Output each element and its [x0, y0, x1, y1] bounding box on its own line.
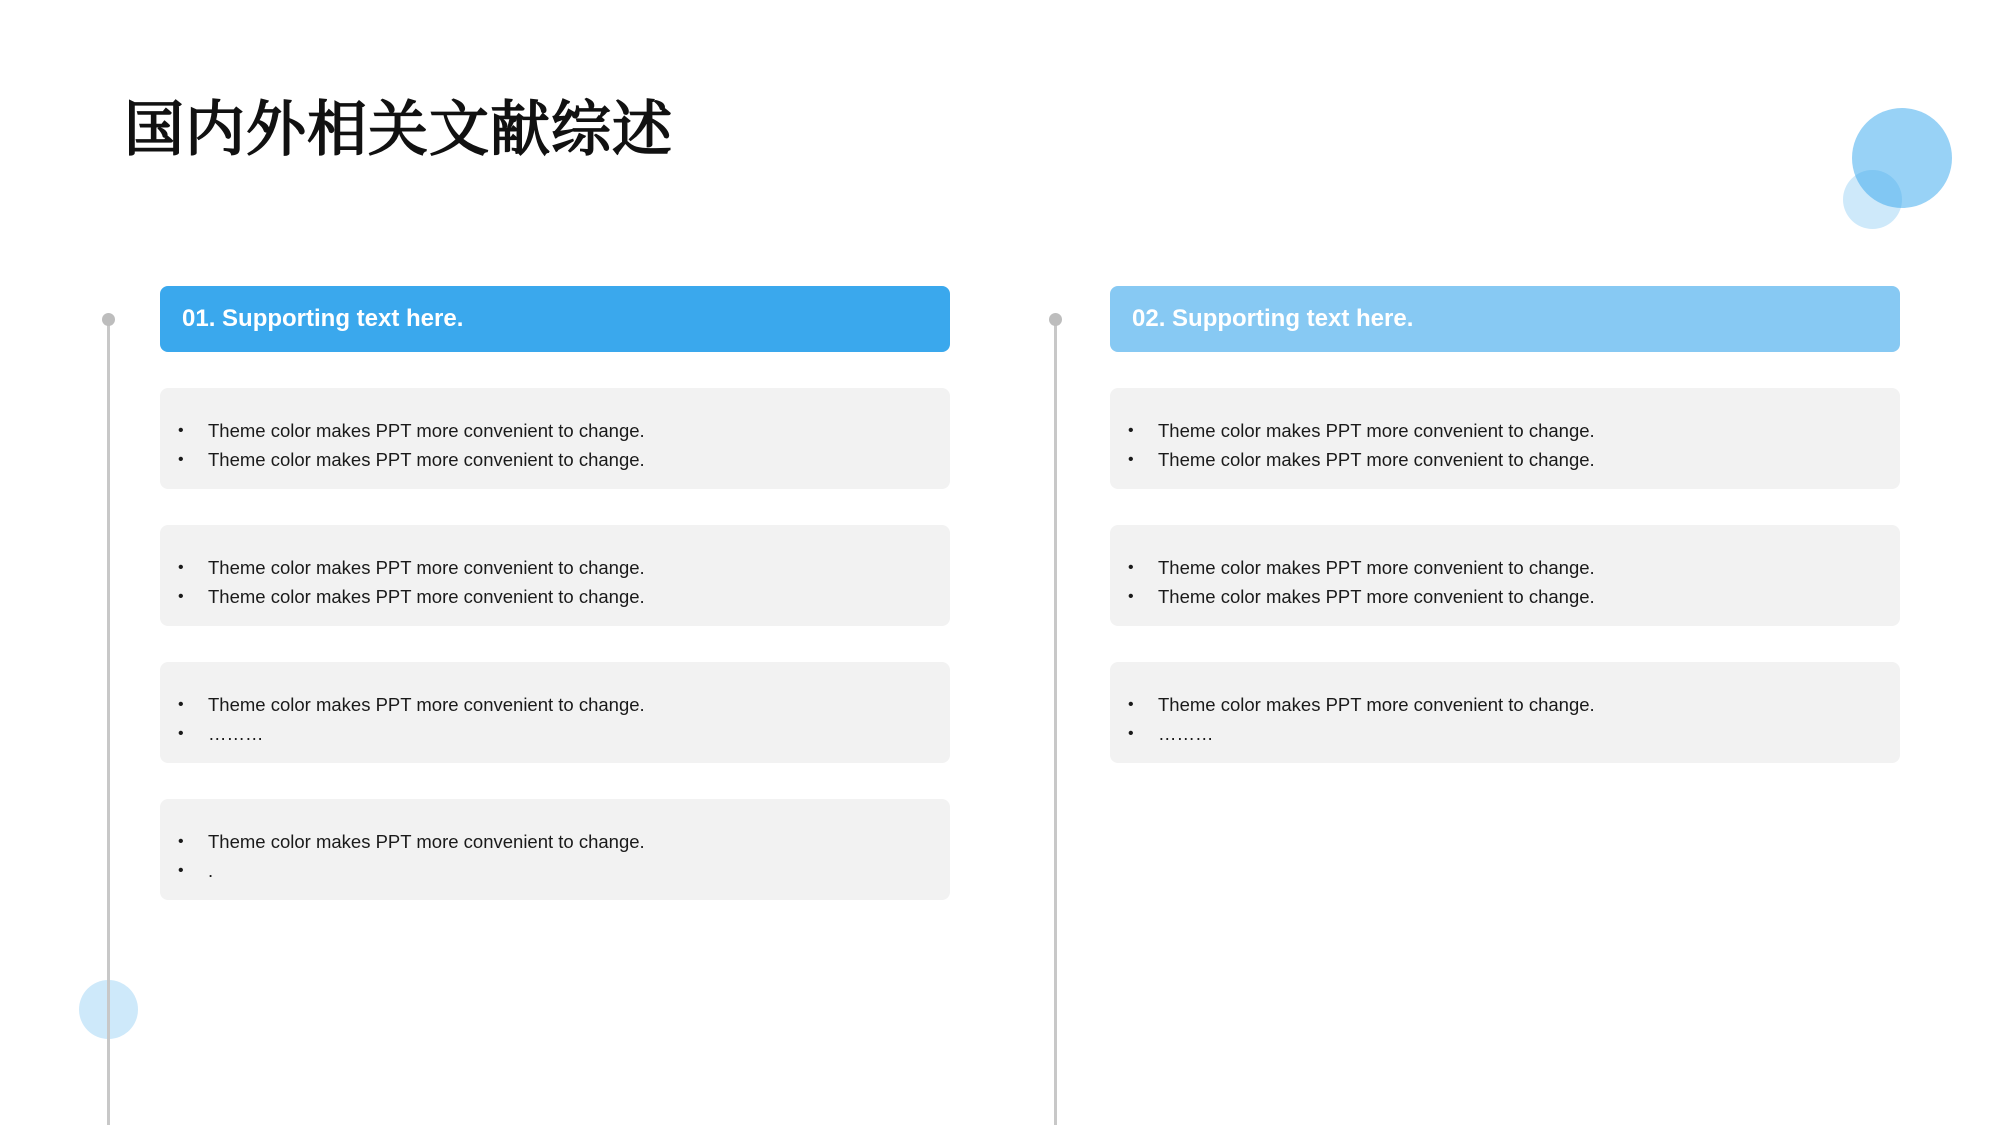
bullet-list	[178, 553, 950, 611]
bullet-item: • ………	[178, 719, 950, 748]
bullet-item: • Theme color makes PPT more convenient to change.	[178, 553, 950, 582]
bullet-item: • .	[178, 856, 950, 885]
card	[160, 388, 950, 489]
decorative-circle-small	[1843, 170, 1902, 229]
bullet-list	[1128, 416, 1900, 474]
card	[160, 662, 950, 763]
card	[160, 799, 950, 900]
bullet-item: • Theme color makes PPT more convenient to change.	[1128, 690, 1900, 719]
bullet-list	[178, 416, 950, 474]
bullet-item: • Theme color makes PPT more convenient to change.	[178, 416, 950, 445]
bullet-item: • Theme color makes PPT more convenient to change.	[1128, 416, 1900, 445]
bullet-item: • Theme color makes PPT more convenient to change.	[178, 582, 950, 611]
bullet-item: • Theme color makes PPT more convenient to change.	[1128, 445, 1900, 474]
column-2	[1110, 286, 1900, 799]
bullet-item: • Theme color makes PPT more convenient to change.	[178, 827, 950, 856]
card	[160, 525, 950, 626]
bullet-list	[1128, 690, 1900, 748]
card	[1110, 388, 1900, 489]
slide-title: 国内外相关文献综述	[124, 95, 673, 165]
bullet-list	[178, 690, 950, 748]
column-1	[160, 286, 950, 936]
card	[1110, 525, 1900, 626]
timeline-line-right	[1054, 319, 1057, 1125]
bullet-item: • Theme color makes PPT more convenient to change.	[178, 690, 950, 719]
timeline-dot-right	[1049, 313, 1062, 326]
bullet-item: • Theme color makes PPT more convenient to change.	[1128, 553, 1900, 582]
timeline-line-left	[107, 319, 110, 1125]
bullet-item: • ………	[1128, 719, 1900, 748]
column-header-2: 02. Supporting text here.	[1110, 286, 1900, 352]
bullet-item: • Theme color makes PPT more convenient to change.	[1128, 582, 1900, 611]
bullet-list	[1128, 553, 1900, 611]
column-header-1: 01. Supporting text here.	[160, 286, 950, 352]
bullet-list	[178, 827, 950, 885]
timeline-dot-left	[102, 313, 115, 326]
bullet-item: • Theme color makes PPT more convenient to change.	[178, 445, 950, 474]
card	[1110, 662, 1900, 763]
